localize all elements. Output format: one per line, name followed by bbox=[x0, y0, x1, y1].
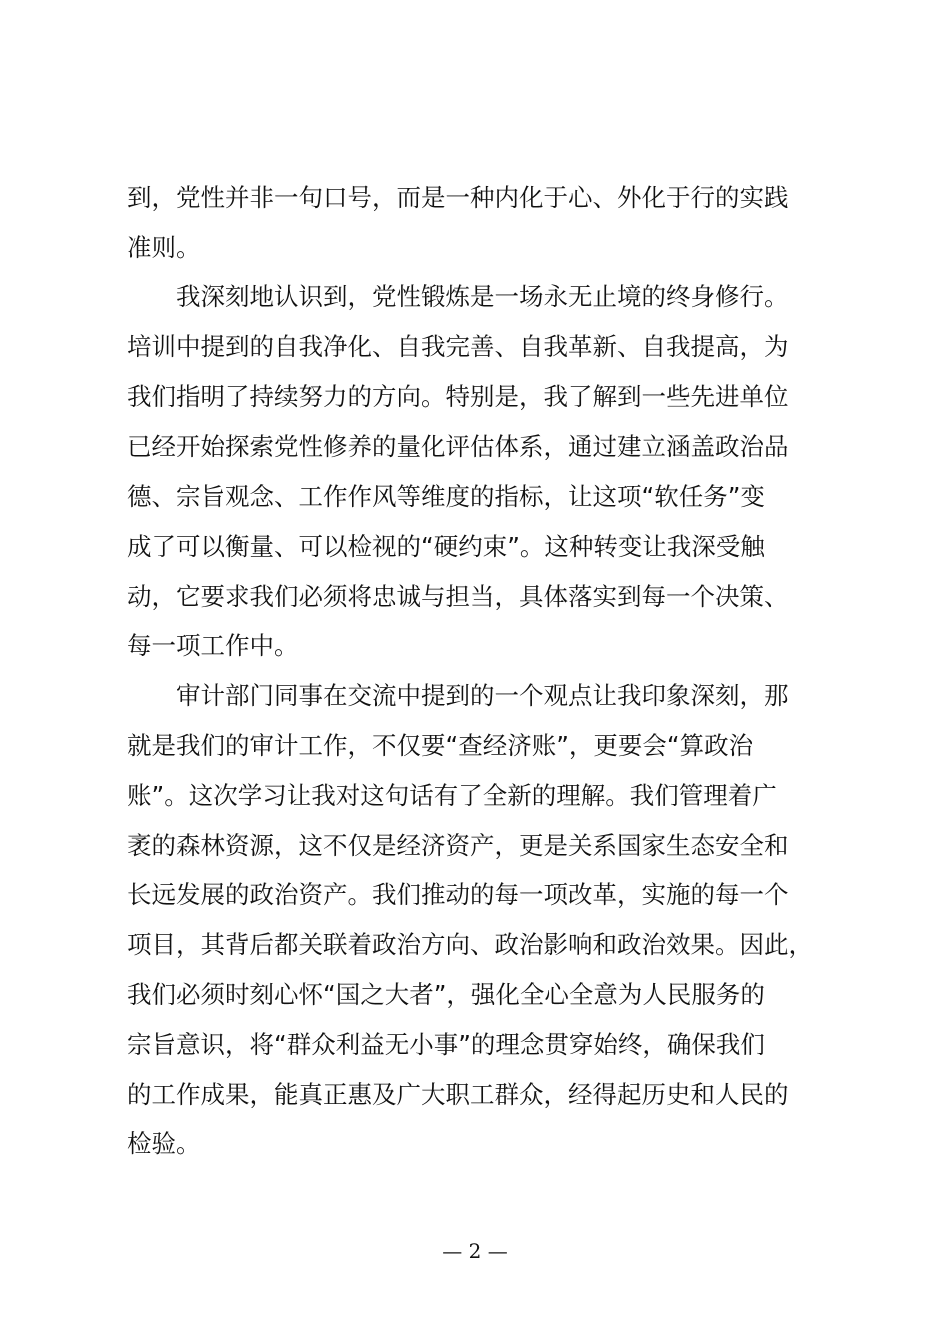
text-line: 就是我们的审计工作，不仅要“查经济账”，更要会“算政治 bbox=[127, 731, 754, 760]
text-line: 动，它要求我们必须将忠诚与担当，具体落实到每一个决策、 bbox=[127, 581, 789, 611]
text-line: 成了可以衡量、可以检视的“硬约束”。这种转变让我深受触 bbox=[127, 532, 765, 561]
text-line: 长远发展的政治资产。我们推动的每一项改革，实施的每一个 bbox=[127, 880, 789, 909]
text-line: 已经开始探索党性修养的量化评估体系，通过建立涵盖政治品 bbox=[127, 432, 789, 461]
text-line: 培训中提到的自我净化、自我完善、自我革新、自我提高，为 bbox=[127, 332, 789, 361]
page-number: — 2 — bbox=[442, 1239, 508, 1263]
text-line: 我深刻地认识到，党性锻炼是一场永无止境的终身修行。 bbox=[127, 282, 789, 311]
text-line: 准则。 bbox=[127, 232, 201, 262]
text-line: 我们必须时刻心怀“国之大者”，强化全心全意为人民服务的 bbox=[127, 980, 765, 1009]
text-line: 宗旨意识，将“群众利益无小事”的理念贯穿始终，确保我们 bbox=[127, 1029, 765, 1059]
text-line: 的工作成果，能真正惠及广大职工群众，经得起历史和人民的 bbox=[127, 1079, 789, 1109]
text-line: 到，党性并非一句口号，而是一种内化于心、外化于行的实践 bbox=[127, 183, 789, 212]
text-line: 审计部门同事在交流中提到的一个观点让我印象深刻，那 bbox=[127, 681, 789, 710]
text-line: 每一项工作中。 bbox=[127, 631, 299, 660]
text-line: 账”。这次学习让我对这句话有了全新的理解。我们管理着广 bbox=[127, 780, 777, 810]
text-line: 项目，其背后都关联着政治方向、政治影响和政治效果。因此， bbox=[127, 930, 813, 959]
text-line: 检验。 bbox=[127, 1129, 201, 1158]
text-line: 德、宗旨观念、工作作风等维度的指标，让这项“软任务”变 bbox=[127, 482, 765, 511]
text-line: 我们指明了持续努力的方向。特别是，我了解到一些先进单位 bbox=[127, 382, 789, 411]
text-line: 袤的森林资源，这不仅是经济资产，更是关系国家生态安全和 bbox=[127, 830, 789, 860]
